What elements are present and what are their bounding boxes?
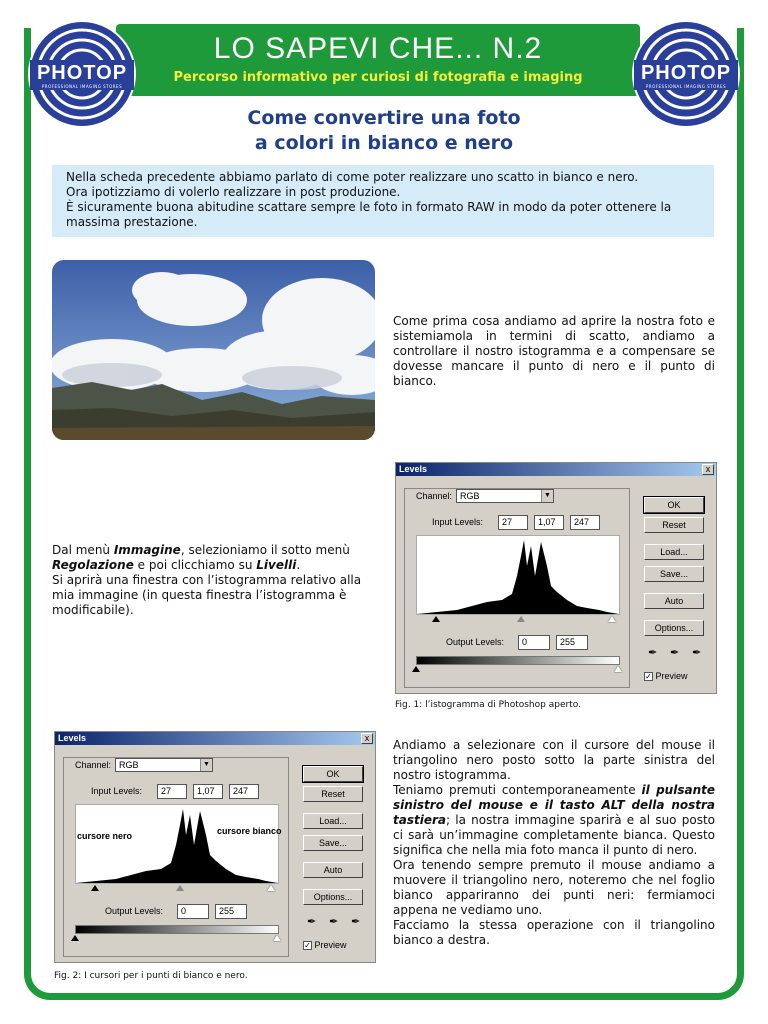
section2-text-a: Dal menù <box>52 543 114 557</box>
channel-select[interactable] <box>115 758 213 772</box>
black-eyedropper-icon[interactable]: ✒ <box>648 647 658 659</box>
input-level-white[interactable]: 247 <box>570 515 600 530</box>
gray-eyedropper-icon[interactable]: ✒ <box>329 916 339 928</box>
logo-brand: PHOTOP <box>36 62 128 84</box>
output-white-slider[interactable] <box>273 935 281 941</box>
output-white-slider[interactable] <box>614 666 622 672</box>
channel-label: Channel: <box>75 760 112 770</box>
header-subtitle: Percorso informativo per curiosi di fotografia e imaging <box>173 70 583 85</box>
section2-text-g: . <box>296 558 301 572</box>
output-level-black[interactable]: 0 <box>518 635 550 650</box>
fig2-caption: Fig. 2: I cursori per i punti di bianco e nero. <box>54 971 248 981</box>
menu-immagine: Immagine <box>113 543 181 557</box>
options-button[interactable]: Options... <box>644 620 704 636</box>
auto-button[interactable]: Auto <box>303 862 363 878</box>
logo-brand: PHOTOP <box>640 62 732 84</box>
section2-text-c: , selezioniamo il sotto menù <box>180 543 350 557</box>
intro-line: Ora ipotizziamo di volerlo realizzare in post produzione. <box>66 185 401 199</box>
fig1-caption: Fig. 1: l’istogramma di Photoshop aperto. <box>395 700 581 710</box>
output-levels-label: Output Levels: <box>105 906 164 916</box>
input-level-white[interactable]: 247 <box>229 784 259 799</box>
section2-text <box>52 543 378 618</box>
histogram <box>75 804 279 884</box>
section3-p2 <box>393 783 715 858</box>
input-level-black[interactable]: 27 <box>498 515 528 530</box>
output-gradient <box>75 925 279 934</box>
menu-livelli: Livelli <box>256 558 297 572</box>
levels-dialog-2 <box>54 731 376 963</box>
dialog-titlebar: Levels <box>55 732 375 745</box>
section3-text <box>393 738 715 948</box>
intro-line: È sicuramente buona abitudine scattare sempre le foto in formato RAW in modo da poter ottenere la massima prestazione. <box>66 200 672 229</box>
output-black-slider[interactable] <box>71 935 79 941</box>
levels-dialog-1 <box>395 462 717 694</box>
section3-p2-c: ; la nostra immagine sparirà e al suo posto ci sarà un’immagine completamente bianca. Questo significa che nella mia foto manca il punto di nero. <box>393 813 715 857</box>
section2-text-p2: Si aprirà una finestra con l’istogramma relativo alla mia immagine (in questa finestra l’istogramma è modificabile). <box>52 573 362 617</box>
preview-checkbox[interactable] <box>644 671 688 681</box>
close-icon[interactable]: x <box>702 464 714 475</box>
logo-tagline: PROFESSIONAL IMAGING STORES <box>645 84 727 89</box>
preview-label: Preview <box>655 671 688 681</box>
header-banner <box>116 24 640 96</box>
white-point-slider[interactable] <box>267 885 275 891</box>
article-title-line2: a colori in bianco e nero <box>254 132 514 154</box>
intro-box <box>52 165 714 237</box>
gray-eyedropper-icon[interactable]: ✒ <box>670 647 680 659</box>
dialog-titlebar: Levels <box>396 463 716 476</box>
histogram <box>416 535 620 615</box>
options-button[interactable]: Options... <box>303 889 363 905</box>
output-black-slider[interactable] <box>412 666 420 672</box>
article-title <box>0 106 768 156</box>
output-gradient <box>416 656 620 665</box>
black-eyedropper-icon[interactable]: ✒ <box>307 916 317 928</box>
section3-p2-a: Teniamo premuti contemporaneamente <box>393 783 642 797</box>
black-point-slider[interactable] <box>91 885 99 891</box>
white-point-slider[interactable] <box>608 616 616 622</box>
white-eyedropper-icon[interactable]: ✒ <box>351 916 361 928</box>
load-button[interactable]: Load... <box>644 544 704 560</box>
article-title-line1: Come convertire una foto <box>247 107 521 129</box>
ok-button[interactable]: OK <box>303 766 363 782</box>
save-button[interactable]: Save... <box>644 566 704 582</box>
close-icon[interactable]: x <box>361 733 373 744</box>
preview-checkbox[interactable] <box>303 940 347 950</box>
input-level-gamma[interactable]: 1,07 <box>534 515 564 530</box>
output-level-white[interactable]: 255 <box>215 904 247 919</box>
ok-button[interactable]: OK <box>644 497 704 513</box>
channel-value: RGB <box>460 491 480 501</box>
annotation-black-cursor: cursore nero <box>77 831 133 841</box>
save-button[interactable]: Save... <box>303 835 363 851</box>
reset-button[interactable]: Reset <box>644 517 704 533</box>
section3-p3: Ora tenendo sempre premuto il mouse andiamo a muovere il triangolino nero, noteremo che nel foglio bianco appariranno dei punti neri: fermiamoci appena ne vediamo uno. <box>393 858 715 917</box>
section3-p2-emphasis: il pulsante sinistro del mouse e il tasto ALT della nostra tastiera <box>393 783 715 827</box>
input-level-gamma[interactable]: 1,07 <box>193 784 223 799</box>
check-icon: ✓ <box>645 672 652 682</box>
white-eyedropper-icon[interactable]: ✒ <box>692 647 702 659</box>
channel-label: Channel: <box>416 491 453 501</box>
intro-line: Nella scheda precedente abbiamo parlato di come poter realizzare uno scatto in bianco e nero. <box>66 170 639 184</box>
header-title: LO SAPEVI CHE... N.2 <box>213 32 543 65</box>
menu-regolazione: Regolazione <box>52 558 134 572</box>
section3-p1: Andiamo a selezionare con il cursore del mouse il triangolino nero posto sotto la parte sinistra del nostro istogramma. <box>393 738 715 782</box>
reset-button[interactable]: Reset <box>303 786 363 802</box>
load-button[interactable]: Load... <box>303 813 363 829</box>
auto-button[interactable]: Auto <box>644 593 704 609</box>
output-level-black[interactable]: 0 <box>177 904 209 919</box>
gamma-slider[interactable] <box>517 616 525 622</box>
input-levels-label: Input Levels: <box>432 517 484 527</box>
logo-tagline: PROFESSIONAL IMAGING STORES <box>41 84 123 89</box>
preview-label: Preview <box>314 940 347 950</box>
section1-text: Come prima cosa andiamo ad aprire la nostra foto e sistemiamola in termini di scatto, andiamo a controllare il nostro istogramma e a compensare se dovesse mancare il punto di nero e il punto di bianco. <box>393 314 715 388</box>
section2-text-e: e poi clicchiamo su <box>133 558 257 572</box>
landscape-photo <box>52 260 375 440</box>
check-icon: ✓ <box>304 941 311 951</box>
channel-select[interactable] <box>456 489 554 503</box>
output-level-white[interactable]: 255 <box>556 635 588 650</box>
chevron-down-icon: ▼ <box>200 759 212 771</box>
channel-value: RGB <box>119 760 139 770</box>
annotation-white-cursor: cursore bianco <box>217 826 282 836</box>
output-levels-label: Output Levels: <box>446 637 505 647</box>
black-point-slider[interactable] <box>432 616 440 622</box>
input-level-black[interactable]: 27 <box>157 784 187 799</box>
gamma-slider[interactable] <box>176 885 184 891</box>
input-levels-label: Input Levels: <box>91 786 143 796</box>
chevron-down-icon: ▼ <box>541 490 553 502</box>
section3-p4: Facciamo la stessa operazione con il triangolino bianco a destra. <box>393 918 715 947</box>
